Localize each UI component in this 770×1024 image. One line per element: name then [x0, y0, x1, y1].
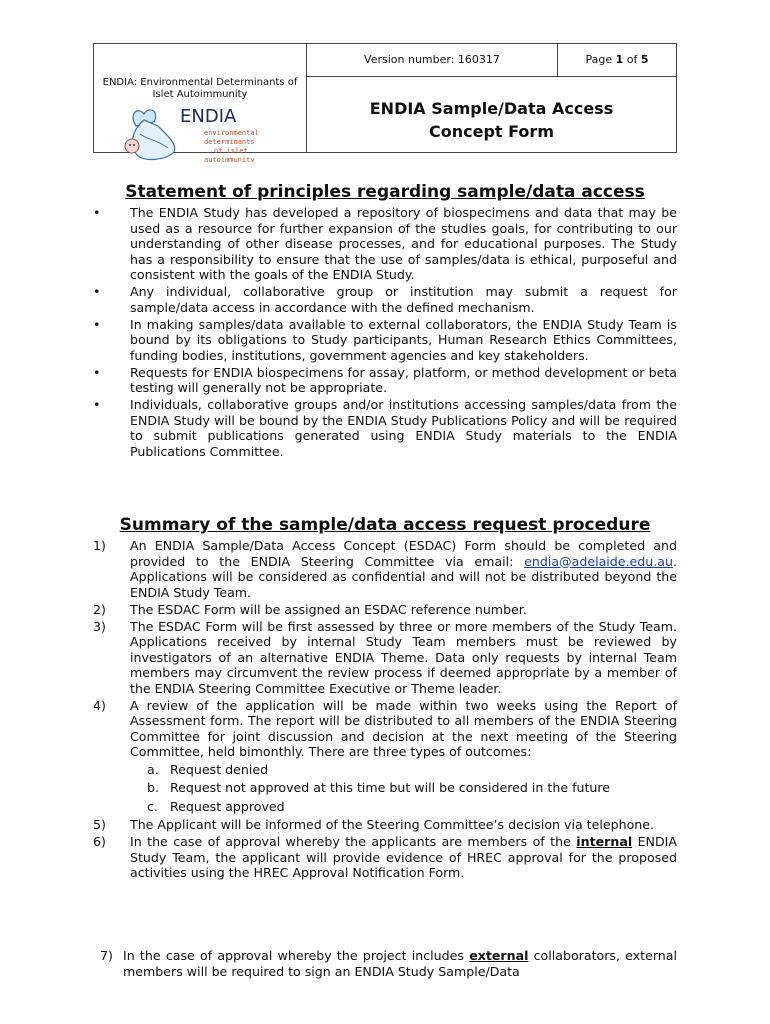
list-item: 4) A review of the application will be made within two weeks using the Report of Assessment form. The report will be distributed to all members of the ENDIA Steering Committee for joint discussion and decision at the next meeting of the Steering Committee, held bimonthly. There are three types of outcomes: a. Request denied b. Request not approved at this time but will be considered in the future c. Request approved — [93, 697, 677, 814]
logo-tagline: environmental — [204, 129, 259, 137]
list-item: • The ENDIA Study has developed a repository of biospecimens and data that may be used as a resource for further expansion of the studies goals, for contributing to our understanding of other disease processes, and for educational purposes. The Study has a responsibility to ensure that the use of samples/data is ethical, purposeful and consistent with the goals of the ENDIA Study. — [93, 205, 677, 282]
list-item: • Requests for ENDIA biospecimens for assay, platform, or method development or beta testing will generally not be appropriate. — [93, 364, 677, 395]
form-title: ENDIA Sample/Data Access Concept Form — [369, 99, 614, 141]
list-item: 3) The ESDAC Form will be first assessed by three or more members of the Study Team. Applications received by internal Study Team members must be reviewed by investigators of an alternative ENDIA Theme. Data only requests by internal Team members may circumvent the review process if deemed appropriate by a member of the ENDIA Steering Committee Executive or Theme leader. — [93, 618, 677, 696]
outcome-list — [130, 762, 677, 815]
divider — [306, 76, 676, 77]
list-item: 1) An ENDIA Sample/Data Access Concept (ESDAC) Form should be completed and provided to the ENDIA Steering Committee via email: endia@adelaide.edu.au. Applications will be considered as confidential and will not be distributed beyond the ENDIA Study Team. — [93, 538, 677, 600]
page-number: Page 1 of 5 — [585, 53, 649, 66]
email-link[interactable]: endia@adelaide.edu.au — [524, 553, 673, 569]
logo-name: ENDIA — [180, 106, 237, 127]
list-item: 2) The ESDAC Form will be assigned an ESDAC reference number. — [93, 601, 527, 617]
header-table — [93, 43, 677, 162]
logo-tagline: determinants — [204, 138, 255, 146]
list-item: 6) In the case of approval whereby the applicants are members of the internal ENDIA Study Team, the applicant will provide evidence of HREC approval for the proposed activities using the HREC Approval Notification Form. — [93, 834, 677, 880]
logo-tagline: autoimmunity — [204, 156, 255, 162]
principles-list — [93, 205, 677, 461]
procedure-list — [93, 538, 677, 882]
list-item: 5) The Applicant will be informed of the Steering Committee’s decision via telephone. — [93, 817, 655, 832]
summary-heading: Summary of the sample/data access request procedure — [119, 515, 651, 535]
list-item: • Individuals, collaborative groups and/or institutions accessing samples/data from the ENDIA Study will be bound by the ENDIA Study Publications Policy and will be required to submit publications generated using ENDIA Study materials to the ENDIA Publications Committee. — [93, 397, 677, 459]
outcome-item: a. Request denied — [147, 761, 269, 777]
list-item: • Any individual, collaborative group or institution may submit a request for sample/data access in accordance with the defined mechanism. — [93, 284, 677, 315]
principles-heading: Statement of principles regarding sample/data access — [125, 182, 645, 202]
list-item: 7) In the case of approval whereby the project includes external collaborators, external members will be required to sign an ENDIA Study Sample/Data — [100, 948, 678, 979]
list-item: • In making samples/data available to external collaborators, the ENDIA Study Team is bound by its obligations to Study participants, Human Research Ethics Committees, funding bodies, institutions, government agencies and key stakeholders. — [93, 316, 677, 363]
outcome-item: c. Request approved — [147, 798, 285, 814]
outcome-item: b. Request not approved at this time but will be considered in the future — [147, 780, 611, 795]
logo-tagline: of islet — [214, 147, 248, 155]
version-number: Version number: 160317 — [364, 53, 500, 66]
endia-logo — [118, 104, 298, 162]
org-name: ENDIA: Environmental Determinants of Islet Autoimmunity — [102, 77, 298, 100]
